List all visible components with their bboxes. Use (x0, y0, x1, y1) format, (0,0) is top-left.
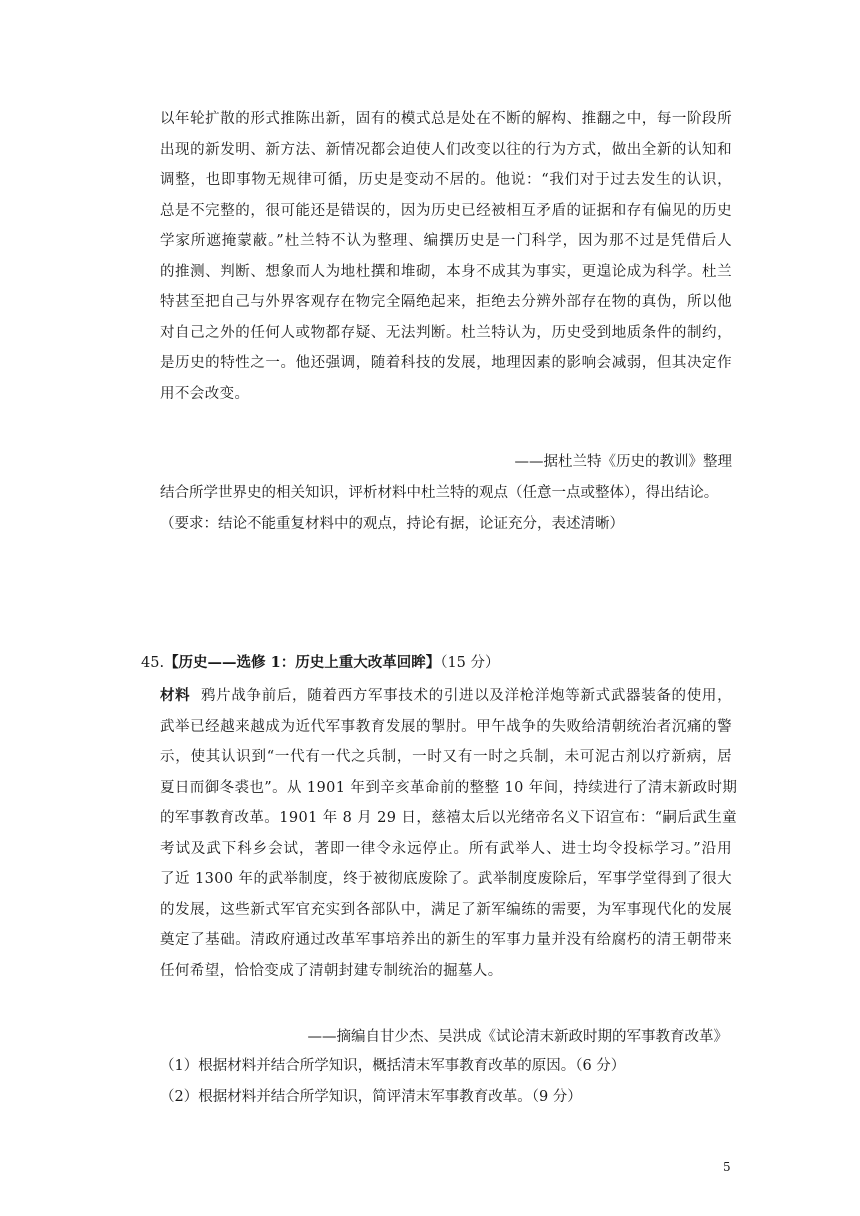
text-line: 任何希望，恰恰变成了清朝封建专制统治的掘墓人。 (160, 962, 503, 979)
q44-material (160, 104, 732, 409)
text-line: 出现的新发明、新方法、新情况都会迫使人们改变以往的行为方式，做出全新的认知和 (160, 141, 732, 158)
text-line: 示，使其认识到“一代有一代之兵制，一时又有一时之兵制，未可泥古剂以疗新病，居 (160, 749, 732, 765)
q45-subquestion-2: （2）根据材料并结合所学知识，简评清末军事教育改革。（9 分） (160, 1088, 582, 1105)
text-line: 了近 1300 年的武举制度，终于被彻底废除了。武举制度废除后，军事学堂得到了很大 (160, 871, 732, 887)
text-line: 武举已经越来越成为近代军事教育发展的掣肘。甲午战争的失败给清朝统治者沉痛的警 (160, 718, 732, 735)
material-label: 材料 (160, 687, 191, 704)
q45-material (160, 681, 738, 986)
q45-heading (141, 651, 500, 672)
q44-requirement-line: （要求：结论不能重复材料中的观点，持论有据，论证充分，表述清晰） (160, 515, 624, 532)
text-line: 考试及武下科乡会试，著即一律令永远停止。所有武举人、进士均令投标学习。”沿用 (160, 840, 732, 857)
text-line: 特甚至把自己与外界客观存在物完全隔绝起来，拒绝去分辨外部存在物的真伪，所以他 (160, 294, 732, 310)
text-line: 是历史的特性之一。他还强调，随着科技的发展，地理因素的影响会减弱，但其决定作 (160, 355, 732, 371)
text-line: 奠定了基础。清政府通过改革军事培养出的新生的军事力量并没有给腐朽的清王朝带来 (160, 932, 732, 948)
text-line: 总是不完整的，很可能还是错误的，因为历史已经被相互矛盾的证据和存有偏见的历史 (160, 202, 732, 219)
q44-material-paragraph (160, 104, 732, 409)
q45-material-paragraph (160, 681, 738, 986)
q45-source-citation: ——摘编自甘少杰、吴洪成《试论清末新政时期的军事教育改革》 (307, 1029, 728, 1045)
text-line: 夏日而御冬裘也”。从 1901 年到辛亥革命前的整整 10 年间，持续进行了清末新政时期 (160, 779, 738, 796)
q45-score: （15 分） (440, 655, 500, 671)
text-line: 的军事教育改革。1901 年 8 月 29 日，慈禧太后以光绪帝名义下诏宣布：“嗣后武生童 (160, 810, 738, 826)
text-line: 的发展，这些新式军官充实到各部队中，满足了新军编练的需要，为军事现代化的发展 (160, 901, 732, 918)
text-line: 调整，也即事物无规律可循，历史是变动不居的。他说：“我们对于过去发生的认识， (160, 172, 732, 188)
q44-source-citation: ——据杜兰特《历史的教训》整理 (514, 454, 732, 470)
q45-subquestion-1: （1）根据材料并结合所学知识，概括清末军事教育改革的原因。（6 分） (160, 1058, 626, 1074)
text-line: 材料 鸦片战争前后，随着西方军事技术的引进以及洋枪洋炮等新式武器装备的使用， (160, 687, 732, 704)
text-line: 对自己之外的任何人或物都存疑、无法判断。杜兰特认为，历史受到地质条件的制约， (160, 324, 732, 341)
text-line: 学家所遮掩蒙蔽。”杜兰特不认为整理、编撰历史是一门科学，因为那不过是凭借后人 (160, 233, 732, 249)
text-line: 用不会改变。 (160, 385, 250, 402)
text-line: 的推测、判断、想象而人为地杜撰和堆砌，本身不成其为事实，更遑论成为科学。杜兰 (160, 263, 732, 280)
q45-title: 【历史——选修 1：历史上重大改革回眸】 (164, 654, 441, 671)
q45-subquestions (160, 1051, 732, 1112)
text-line: 以年轮扩散的形式推陈出新，固有的模式总是处在不断的解构、推翻之中，每一阶段所 (160, 111, 732, 127)
q44-task (160, 478, 732, 539)
q45-number: 45. (141, 655, 165, 671)
q44-task-line: 结合所学世界史的相关知识，评析材料中杜兰特的观点（任意一点或整体），得出结论。 (160, 485, 719, 501)
page-number: 5 (723, 1160, 731, 1174)
